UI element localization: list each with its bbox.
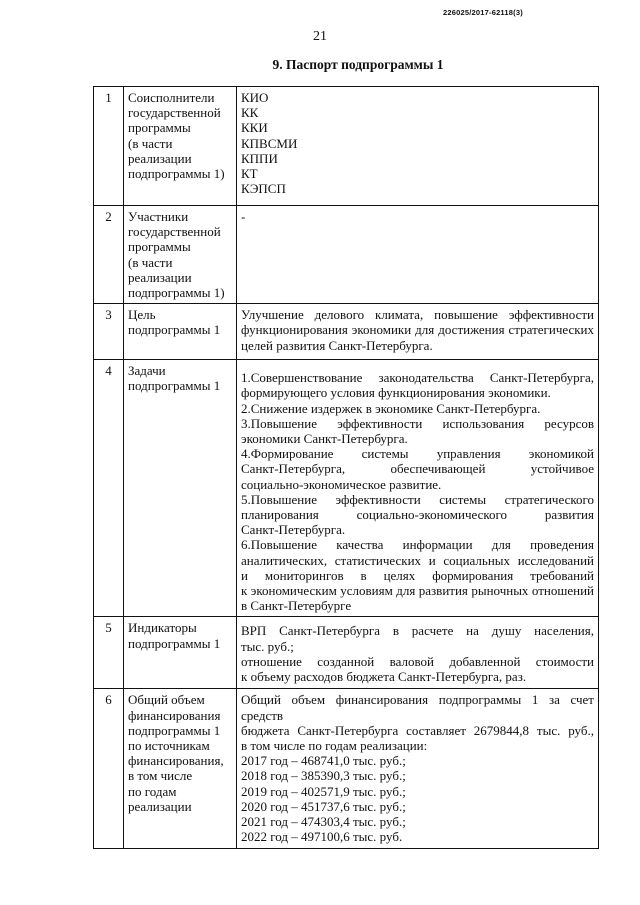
content-line: - [241, 209, 246, 224]
content-line: КТ [241, 166, 258, 182]
label-line: подпрограммы 1 [128, 322, 221, 338]
content-line: формирующего условия функционирования экономики. [241, 385, 551, 401]
content-line: социально-экономическое развитие. [241, 476, 442, 492]
content-line: 3.Повышение эффективности использования ресурсов [241, 415, 594, 431]
content-line: КЭПСП [241, 181, 286, 197]
content-line: 5.Повышение эффективности системы стратегического [241, 491, 594, 507]
content-line: аналитических, статистических и социальных исследований [241, 552, 594, 568]
label-line: по источникам [128, 738, 210, 754]
row-content [237, 689, 599, 848]
row-number: 1 [94, 87, 124, 206]
table-row [94, 689, 599, 848]
content-line: 2018 год – 385390,3 тыс. руб.; [241, 768, 406, 784]
label-line: финансирования, [128, 753, 224, 769]
label-line: Индикаторы [128, 620, 197, 636]
content-line: функционирования экономики для достижения стратегических [241, 322, 594, 338]
label-line: Задачи [128, 363, 166, 379]
row-number: 4 [94, 360, 124, 617]
content-line: в том числе по годам реализации: [241, 738, 428, 754]
content-line: 1.Совершенствование законодательства Санкт-Петербурга, [241, 370, 594, 386]
label-line: реализации [128, 269, 192, 285]
content-line: ККИ [241, 120, 268, 136]
label-line: (в части [128, 254, 173, 270]
content-line: тыс. руб.; [241, 638, 294, 654]
label-line: Участники [128, 209, 189, 224]
subprogram-passport-table [93, 86, 599, 849]
label-line: подпрограммы 1 [128, 722, 221, 738]
content-line: КИО [241, 90, 269, 105]
label-line: программы [128, 120, 191, 136]
row-content [237, 304, 599, 360]
label-line: Соисполнители [128, 90, 215, 105]
label-line: (в части [128, 135, 173, 151]
content-line: Санкт-Петербурга, обеспечивающей устойчивое [241, 461, 594, 477]
label-line: Общий объем [128, 692, 205, 708]
row-number: 3 [94, 304, 124, 360]
row-label [124, 206, 237, 304]
content-line: КК [241, 105, 259, 121]
label-line: подпрограммы 1 [128, 378, 221, 394]
content-line: КППИ [241, 150, 278, 166]
row-label [124, 689, 237, 848]
content-line: Общий объем финансирования подпрограммы 1 за счет средств [241, 692, 594, 723]
label-line: государственной [128, 224, 221, 240]
content-line: ВРП Санкт-Петербурга в расчете на душу населения, [241, 623, 594, 639]
page-number: 21 [313, 29, 327, 44]
content-line: 2020 год – 451737,6 тыс. руб.; [241, 798, 406, 814]
content-line: и мониторингов в целях формирования требований [241, 567, 594, 583]
content-line: 2019 год – 402571,9 тыс. руб.; [241, 783, 406, 799]
row-label [124, 360, 237, 617]
content-line: планирования социально-экономического развития [241, 507, 594, 523]
row-label [124, 617, 237, 689]
label-line: программы [128, 239, 191, 255]
content-line: 6.Повышение качества информации для проведения [241, 537, 594, 553]
table-row [94, 304, 599, 360]
row-number: 6 [94, 689, 124, 848]
content-line: отношение созданной валовой добавленной стоимости [241, 653, 594, 669]
label-line: реализации [128, 150, 192, 166]
content-line: к объему расходов бюджета Санкт-Петербурга, раз. [241, 669, 527, 685]
label-line: по годам [128, 783, 177, 799]
content-line: целей развития Санкт-Петербурга. [241, 337, 433, 353]
content-line: бюджета Санкт-Петербурга составляет 2679844,8 тыс. руб., [241, 722, 594, 738]
row-content [237, 87, 599, 206]
label-line: подпрограммы 1) [128, 166, 225, 182]
row-content [237, 617, 599, 689]
table-row [94, 360, 599, 617]
label-line: подпрограммы 1) [128, 285, 225, 301]
label-line: реализации [128, 798, 192, 814]
row-content [237, 360, 599, 617]
content-line: 2022 год – 497100,6 тыс. руб. [241, 829, 403, 845]
content-line: 2021 год – 474303,4 тыс. руб.; [241, 814, 406, 830]
content-line: в Санкт-Петербурге [241, 598, 352, 614]
content-line: Санкт-Петербурга. [241, 522, 346, 538]
content-line: 2.Снижение издержек в экономике Санкт-Петербурга. [241, 400, 541, 416]
table-row [94, 87, 599, 206]
table-row [94, 206, 599, 304]
label-line: финансирования [128, 707, 221, 723]
content-line: к экономическим условиям для развития рыночных отношений [241, 583, 594, 599]
label-line: Цель [128, 307, 156, 323]
row-label [124, 304, 237, 360]
content-line: 2017 год – 468741,0 тыс. руб.; [241, 753, 406, 769]
label-line: в том числе [128, 768, 193, 784]
label-line: подпрограммы 1 [128, 635, 221, 651]
row-label [124, 87, 237, 206]
row-number: 5 [94, 617, 124, 689]
row-number: 2 [94, 206, 124, 304]
label-line: государственной [128, 105, 221, 121]
content-line: Улучшение делового климата, повышение эффективности [241, 307, 594, 323]
content-line: экономики Санкт-Петербурга. [241, 431, 408, 447]
document-registration-number: 226025/2017-62118(3) [443, 8, 523, 17]
content-line: 4.Формирование системы управления экономикой [241, 446, 594, 462]
table-row [94, 617, 599, 689]
row-content [237, 206, 599, 304]
content-line: КПВСМИ [241, 135, 298, 151]
page-title: 9. Паспорт подпрограммы 1 [272, 57, 444, 72]
